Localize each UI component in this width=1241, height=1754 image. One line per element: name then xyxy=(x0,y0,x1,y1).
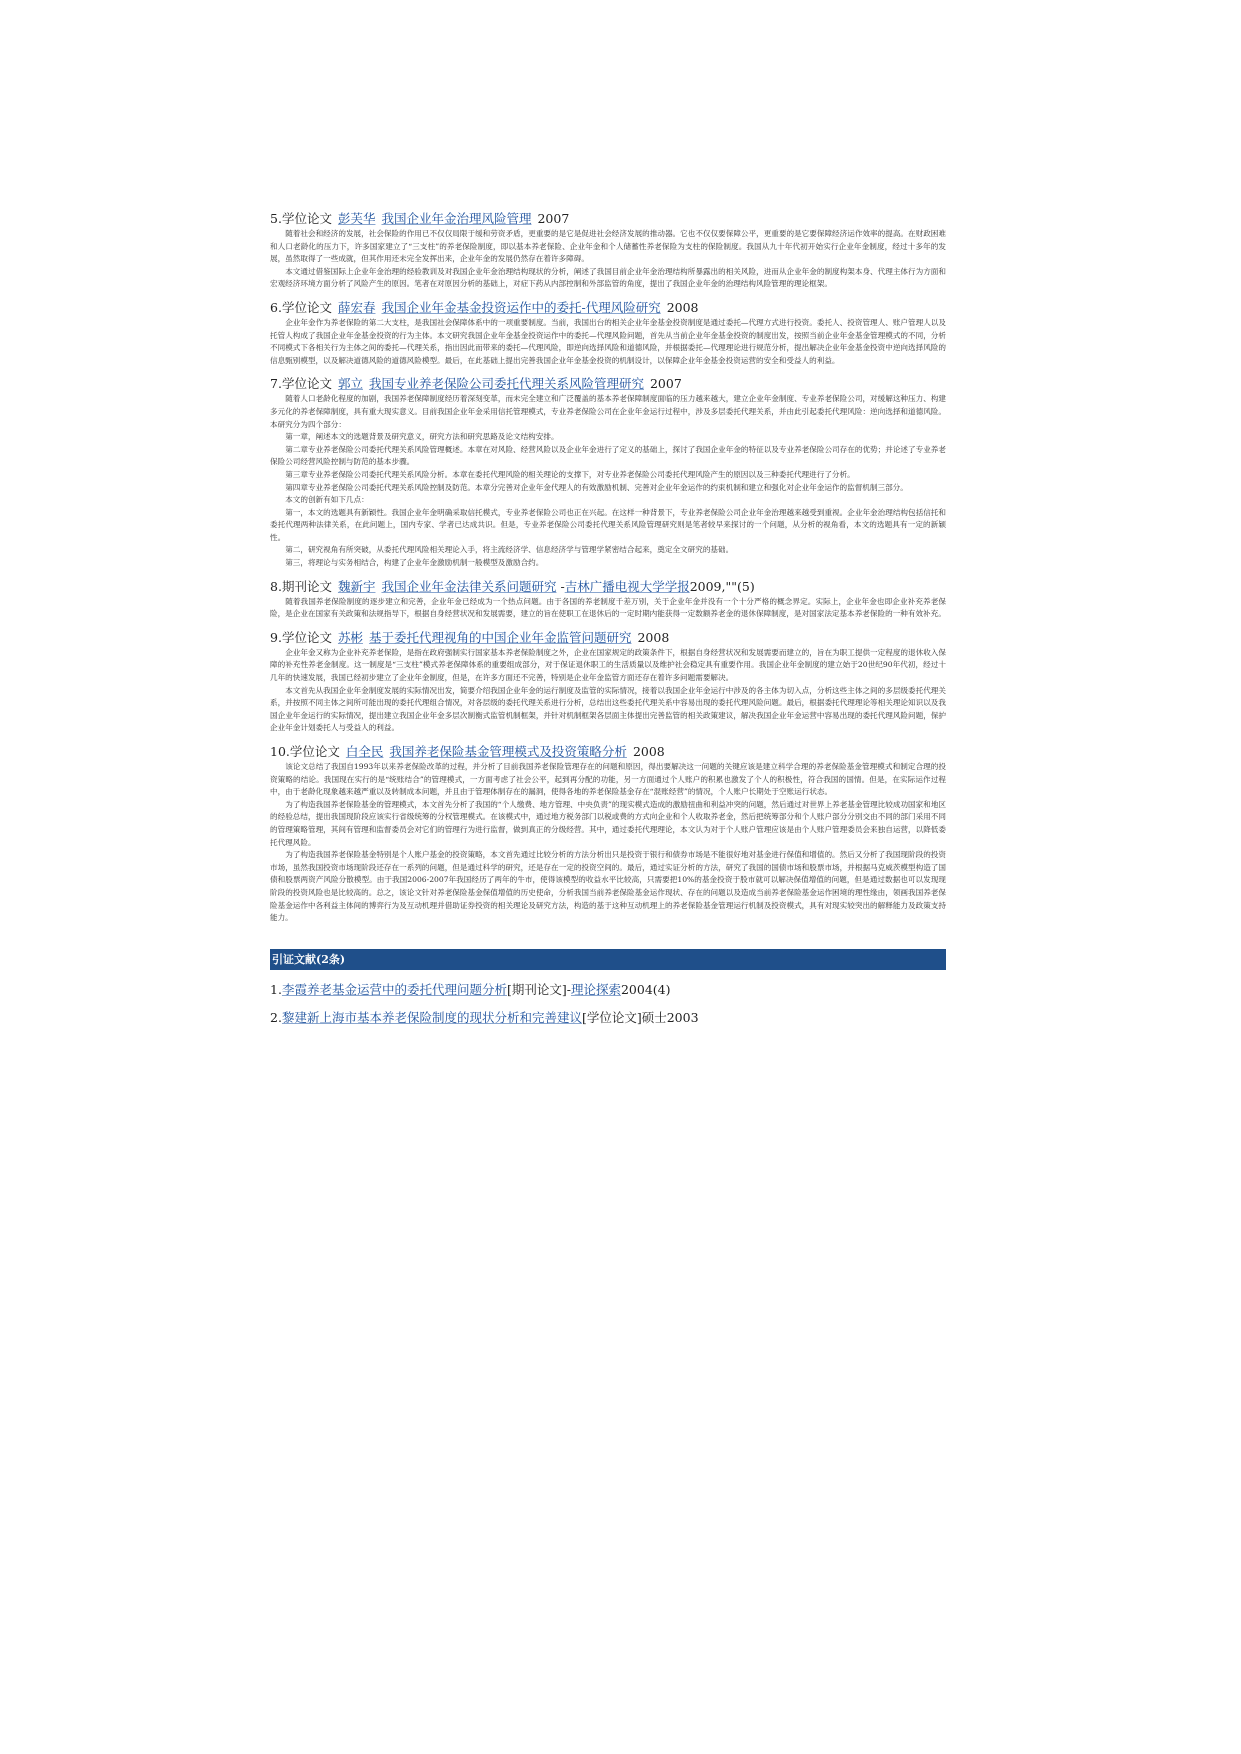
entry-year: 2008 xyxy=(637,629,670,645)
abstract-paragraph: 为了构造我国养老保险基金的管理模式，本文首先分析了我国的“个人缴费、地方管理、中央负责”的现实模式造成的激励扭曲和利益冲突的问题，然后通过对世界上养老基金管理比较成功国家和地区的经验总结，提出我国现阶段应该实行省级统筹的分权管理模式。在该模式中，通过地方税务部门以税或费的方式向企业和个人收取养老金，然后把统筹部分和个人账户部分分别交由不同的部门采用不同的管理策略管理，其间有管理和监督委员会对它们的管理行为进行监督，做到真正的分级经营。其中，通过委托代理理论，本文认为对于个人账户管理应该是由个人账户管理委员会来独自运营，以降低委托代理风险。 xyxy=(270,799,947,847)
citation-item xyxy=(270,1009,946,1026)
abstract-paragraph: 第一章，阐述本文的选题背景及研究意义，研究方法和研究思路及论文结构安排。 xyxy=(285,432,559,442)
citation-year: 2004(4) xyxy=(620,981,671,997)
entry-number: 6. xyxy=(270,299,282,315)
literature-entry xyxy=(270,629,946,735)
entry-heading xyxy=(270,743,946,760)
entry-heading xyxy=(270,210,946,227)
entry-type: 学位论文 xyxy=(281,211,332,226)
entry-type: 学位论文 xyxy=(281,629,332,645)
entry-year: 2007 xyxy=(649,376,682,392)
literature-entry xyxy=(270,210,946,291)
citation-type: [学位论文]硕士 xyxy=(581,1009,667,1025)
title-link[interactable]: 我国专业养老保险公司委托代理关系风险管理研究 xyxy=(368,376,644,392)
title-link[interactable]: 我国企业年金法律关系问题研究 xyxy=(381,578,557,594)
entry-heading xyxy=(270,629,946,646)
entry-year: 2007 xyxy=(537,211,570,226)
abstract-paragraph: 本文通过借鉴国际上企业年金治理的经验教训及对我国企业年金治理结构现状的分析，阐述了我国目前企业年金治理结构所暴露出的相关风险，进而从企业年金的制度构架本身、代理主体行为方面和宏观经济环境方面分析了风险产生的原因。笔者在对原因分析的基础上，对症下药从内部控制和外部监管的角度，提出了我国企业年金的治理结构风险管理的理论框架。 xyxy=(270,266,946,289)
entry-number: 10. xyxy=(270,744,290,759)
entry-type: 学位论文 xyxy=(281,376,332,392)
entry-year: 2009,""(5) xyxy=(689,578,755,594)
author-link[interactable]: 魏新宇 xyxy=(337,578,376,594)
source-separator: - xyxy=(556,578,565,594)
citation-number: 1. xyxy=(270,981,282,997)
author-link[interactable]: 郭立 xyxy=(337,376,363,392)
citation-author-link[interactable]: 李霞 xyxy=(281,981,307,997)
abstract-paragraph: 本文首先从我国企业年金制度发展的实际情况出发，简要介绍我国企业年金的运行制度及监管的实际情况，接着以我国企业年金运行中涉及的各主体为切入点，分析这些主体之间的多层级委托代理关系，并按照不同主体之间所可能出现的委托代理组合情况，对各层级的委托代理关系进行分析，总结出这些委托代理关系中容易出现的委托代理风险问题。最后，根据委托代理理论等相关理论知识以及我国企业年金运行的实际情况，提出建立我国企业年金多层次制衡式监管机制框架，并针对机制框架各层面主体提出完善监管的相关政策建议，解决我国企业年金运营中容易出现的委托代理风险问题，保护企业年金计划委托人与受益人的利益。 xyxy=(270,685,946,733)
abstract-paragraph: 第二，研究视角有所突破，从委托代理风险相关理论入手，将主流经济学、信息经济学与管理学紧密结合起来，奠定全文研究的基础。 xyxy=(285,545,734,555)
abstract-paragraph: 第四章专业养老保险公司委托代理关系风险控制及防范。本章分完善对企业年金代理人的有效激励机制、完善对企业年金运作的约束机制和建立和强化对企业年金运作的监督机制三部分。 xyxy=(285,482,908,492)
title-link[interactable]: 我国企业年金基金投资运作中的委托-代理风险研究 xyxy=(381,299,661,315)
citation-source-link[interactable]: 理论探索 xyxy=(570,981,621,997)
abstract-paragraph: 随着人口老龄化程度的加剧，我国养老保障制度经历着深刻变革，而未完全建立和广泛覆盖的基本养老保障制度面临的压力越来越大，建立企业年金制度、专业养老保险公司，对缓解这种压力、构建多元化的养老保障制度，具有重大现实意义。目前我国企业年金采用信托管理模式，专业养老保险公司在企业年金运行过程中，涉及多层委托代理关系，并由此引起委托代理风险：逆向选择和道德风险。本研究分为四个部分： xyxy=(270,394,946,429)
literature-entry xyxy=(270,299,946,367)
abstract-paragraph: 企业年金又称为企业补充养老保险，是指在政府强制实行国家基本养老保险制度之外，企业在国家规定的政策条件下，根据自身经营状况和发展需要而建立的，旨在为职工提供一定程度的退休收入保障的补充性养老金制度。这一制度是“三支柱”模式养老保障体系的重要组成部分，对于保证退休职工的生活质量以及维护社会稳定具有重要作用。我国企业年金制度的建立始于20世纪90年代初，经过十几年的快速发展，我国已经初步建立了企业年金制度，但是，在许多方面还不完善，特别是企业年金监管方面还存在着许多问题需要解决。 xyxy=(270,647,946,683)
author-link[interactable]: 苏彬 xyxy=(337,629,363,645)
entry-number: 5. xyxy=(270,211,282,226)
document-page xyxy=(270,210,946,1026)
abstract-paragraph: 该论文总结了我国自1993年以来养老保险改革的过程，并分析了目前我国养老保险管理存在的问题和原因，得出要解决这一问题的关键应该是建立科学合理的养老保险基金管理模式和制定合理的投资策略的结论。我国现在实行的是“统账结合”的管理模式，一方面考虑了社会公平，起到再分配的功能，另一方面通过个人账户的积累也激发了个人的积极性，符合我国的国情。但是，在实际运作过程中，由于老龄化现象越来越严重以及转制成本问题，并且由于管理体制存在的漏洞，使得各地的养老保险基金存在“混账经营”的情况，个人账户长期处于空账运行状态。 xyxy=(270,762,946,797)
author-link[interactable]: 白全民 xyxy=(345,744,384,759)
related-literature-list xyxy=(270,210,946,925)
citation-type: [期刊论文]- xyxy=(506,981,571,997)
abstract-paragraph: 第二章专业养老保险公司委托代理关系风险管理概述。本章在对风险、经营风险以及企业年金进行了定义的基础上，探讨了我国企业年金的特征以及专业养老保险公司存在的优势；并论述了专业养老保险公司经营风险控制与防范的基本步骤。 xyxy=(270,444,946,467)
title-link[interactable]: 基于委托代理视角的中国企业年金监管问题研究 xyxy=(368,629,632,645)
source-link[interactable]: 吉林广播电视大学学报 xyxy=(564,578,690,594)
citation-title-link[interactable]: 养老基金运营中的委托代理问题分析 xyxy=(306,981,507,997)
entry-year: 2008 xyxy=(666,299,699,315)
author-link[interactable]: 薛宏春 xyxy=(337,299,376,315)
citation-year: 2003 xyxy=(666,1009,699,1025)
title-link[interactable]: 我国养老保险基金管理模式及投资策略分析 xyxy=(389,744,627,759)
entry-number: 7. xyxy=(270,376,282,392)
citation-author-link[interactable]: 黎建新 xyxy=(281,1009,320,1025)
author-link[interactable]: 彭芙华 xyxy=(337,211,376,226)
entry-year: 2008 xyxy=(632,744,665,759)
entry-type: 学位论文 xyxy=(281,299,332,315)
literature-entry xyxy=(270,743,946,925)
abstract-paragraph: 第三，将理论与实务相结合，构建了企业年金激励机制一般模型及激励合约。 xyxy=(285,558,544,568)
abstract-paragraph: 为了构造我国养老保险基金特别是个人账户基金的投资策略，本文首先通过比较分析的方法分析出只是投资于银行和债券市场是不能很好地对基金进行保值和增值的。然后又分析了我国现阶段的投资市场，虽然我国投资市场现阶段还存在一系列的问题，但是通过科学的研究，还是存在一定的投资空间的。最后，通过实证分析的方法，研究了我国的国债市场和股票市场，并根据马克威茨模型构造了国债和股票两资产风险分散模型。由于我国2006-2007年我国经历了两年的牛市，使得该模型的收益水平比较高，只需要把10%的基金投资于股市就可以解决保值增值的问题，但是通过数据也可以发现现阶段的投资风险也是比较高的。总之，该论文针对养老保险基金保值增值的历史使命，分析我国当前养老保险基金运作现状、存在的问题以及造成当前养老保险基金运作困境的理性缘由，领画我国养老保险基金运作中各利益主体间的博弈行为及互动机理并借助证券投资的相关理论及研究方法，构造的基于这种互动机理上的养老保险基金管理运行机制及投资模式，具有对现实较突出的解释能力及政策支持能力。 xyxy=(270,850,946,923)
abstract-paragraph: 第一，本文的选题具有新颖性。我国企业年金明确采取信托模式，专业养老保险公司也正在兴起。在这样一种背景下，专业养老保险公司企业年金治理越来越受到重视。企业年金治理结构包括信托和委托代理两种法律关系，在此问题上，国内专家、学者已达成共识。但是，专业养老保险公司委托代理关系风险管理研究则是笔者较早来探讨的一个问题，从分析的视角看，本文的选题具有一定的新颖性。 xyxy=(270,507,946,542)
abstract-paragraph: 第三章专业养老保险公司委托代理关系风险分析。本章在委托代理风险的相关理论的支撑下，对专业养老保险公司委托代理风险产生的原因以及三种委托代理进行了分析。 xyxy=(285,469,855,479)
entry-number: 8. xyxy=(270,578,282,594)
title-link[interactable]: 我国企业年金治理风险管理 xyxy=(381,211,532,226)
literature-entry xyxy=(270,375,946,569)
citations-list xyxy=(270,981,946,1026)
entry-number: 9. xyxy=(270,629,282,645)
citation-title-link[interactable]: 上海市基本养老保险制度的现状分析和完善建议 xyxy=(319,1009,582,1025)
literature-entry xyxy=(270,578,946,621)
abstract-paragraph: 企业年金作为养老保险的第二大支柱，是我国社会保障体系中的一项重要制度。当前，我国出台的相关企业年金基金投资制度是通过委托—代理方式进行投资。委托人、投资管理人、账户管理人以及托管人构成了我国企业年金基金投资的行为主体。本文研究我国企业年金基金投资运作中的委托—代理风险问题，首先从当前企业年金基金投资的制度出发，按照当前企业年金基金管理模式的不同，分析不同模式下各相关行为主体之间的委托—代理关系，指出因此而带来的委托—代理风险，即逆向选择风险和道德风险，并根据委托—代理理论进行规范分析，提出解决企业年金基金投资中逆向选择风险的信息甄别模型，以及解决道德风险的道德风险模型。最后，在此基础上提出完善我国企业年金基金投资的机制设计，以保障企业年金基金投资运营的安全和受益人的利益。 xyxy=(270,317,946,365)
entry-type: 期刊论文 xyxy=(281,578,332,594)
citations-section-header: 引证文献(2条) xyxy=(270,949,946,970)
citation-number: 2. xyxy=(270,1009,282,1025)
entry-heading xyxy=(270,578,946,595)
citation-item xyxy=(270,981,946,998)
abstract-paragraph: 随着我国养老保险制度的逐步建立和完善，企业年金已经成为一个热点问题。由于各国的养老制度千差万别，关于企业年金并没有一个十分严格的概念界定。实际上，企业年金也即企业补充养老保险，是企业在国家有关政策和法规指导下，根据自身经营状况和发展需要，建立的旨在使职工在退休后的一定时期内能获得一定数额养老金的退休保障制度，是对国家法定基本养老保险的一种有效补充。 xyxy=(270,596,946,619)
abstract-paragraph: 随着社会和经济的发展，社会保险的作用已不仅仅局限于缓和劳资矛盾，更重要的是它是促进社会经济发展的推动器。它也不仅仅要保障公平，更重要的是它要保障经济运作效率的提高。在财政困难和人口老龄化的压力下，许多国家建立了“三支柱”的养老保险制度，即以基本养老保险、企业年金和个人储蓄性养老保险为支柱的保险制度。我国从九十年代初开始实行企业年金制度，经过十多年的发展，虽然取得了一些成就，但其作用还未完全发挥出来，企业年金的发展仍然存在着许多障碍。 xyxy=(270,229,946,264)
entry-heading xyxy=(270,299,946,316)
abstract-paragraph: 本文的创新有如下几点： xyxy=(285,495,369,505)
entry-type: 学位论文 xyxy=(289,744,340,759)
entry-heading xyxy=(270,375,946,392)
